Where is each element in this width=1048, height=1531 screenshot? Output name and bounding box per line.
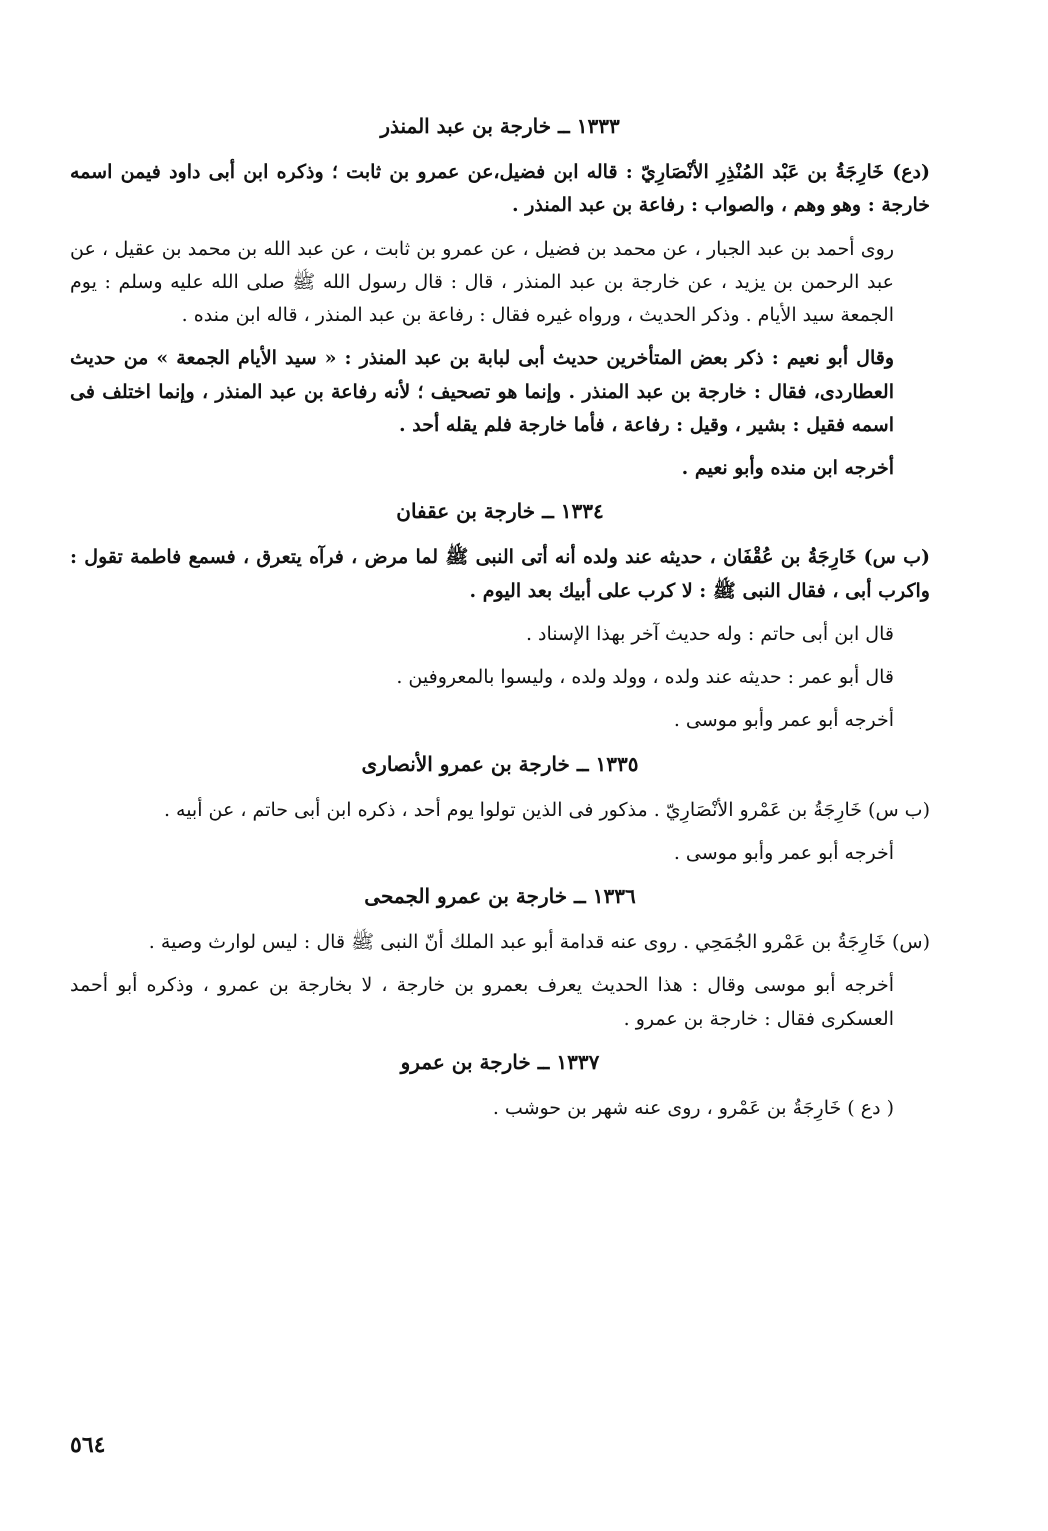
entry-1335	[70, 748, 930, 871]
entry-1334	[70, 495, 930, 737]
entry-1337	[70, 1046, 930, 1125]
entry-heading: ١٣٣٧ ــ خارجة بن عمرو	[400, 1049, 600, 1074]
entry-paragraph: قال ابن أبى حاتم : وله حديث آخر بهذا الإسناد .	[525, 622, 894, 645]
entry-paragraph: قال أبو عمر : حديثه عند ولده ، وولد ولده ، وليسوا بالمعروفين .	[396, 666, 894, 688]
entry-paragraph: أخرجه أبو عمر وأبو موسى .	[673, 841, 894, 864]
entry-paragraph: أخرجه ابن منده وأبو نعيم .	[681, 457, 894, 479]
entry-paragraph: (س) خَارِجَةُ بن عَمْرو الجُمَحِي . روى عنه قدامة أبو عبد الملك أنّ النبى ﷺ قال : ليس لوارث وصية .	[148, 931, 930, 953]
entry-heading: ١٣٣٣ ــ خارجة بن عبد المنذر	[380, 114, 620, 138]
entry-paragraph: (ب س) خَارِجَةُ بن عُقْفَان ، حديثه عند ولده أنه أتى النبى ﷺ لما مرض ، فرآه يتعرق ، فسمع فاطمة تقول : واكرب أبى ، فقال النبى ﷺ : لا كرب على أبيك بعد اليوم .	[70, 546, 930, 602]
entry-heading: ١٣٣٤ ــ خارجة بن عقفان	[396, 499, 604, 524]
entry-paragraph: ( دع ) خَارِجَةُ بن عَمْرو ، روى عنه شهر بن حوشب .	[492, 1096, 894, 1119]
entry-paragraph: روى أحمد بن عبد الجبار ، عن محمد بن فضيل ، عن عمرو بن ثابت ، عن عبد الله بن محمد بن عقيل ، عن عبد الرحمن بن يزيد ، عن خارجة بن عبد المنذر ، قال : قال رسول الله ﷺ صلى الله عليه وسلم : يوم الجمعة سيد الأيام . وذكر الحديث ، ورواه غيره فقال : رفاعة بن عبد المنذر ، قاله ابن منده .	[70, 237, 894, 326]
entry-paragraph: أخرجه أبو عمر وأبو موسى .	[673, 709, 894, 732]
entry-paragraph: (دع) خَارِجَةُ بن عَبْد المُنْذِرِ الأنْصَارِيّ : قاله ابن فضيل،عن عمرو بن ثابت ؛ وذكره ابن أبى داود فيمن اسمه خارجة : وهو وهم ، والصواب : رفاعة بن عبد المنذر .	[70, 161, 930, 217]
entry-paragraph: (ب س) خَارِجَةُ بن عَمْرو الأنْصَارِيّ . مذكور فى الذين تولوا يوم أحد ، ذكره ابن أبى حاتم ، عن أبيه .	[163, 798, 930, 821]
entry-1333	[70, 110, 930, 485]
entry-1336	[70, 880, 930, 1036]
entry-paragraph: أخرجه أبو موسى وقال : هذا الحديث يعرف بعمرو بن خارجة ، لا بخارجة بن عمرو ، وذكره أبو أحمد العسكرى فقال : خارجة بن عمرو .	[70, 974, 894, 1030]
page-number: ٥٦٤	[70, 1432, 106, 1458]
entry-heading: ١٣٣٦ ــ خارجة بن عمرو الجمحى	[364, 884, 636, 908]
entry-paragraph: وقال أبو نعيم : ذكر بعض المتأخرين حديث أبى لبابة بن عبد المنذر : « سيد الأيام الجمعة » من حديث العطاردى، فقال : خارجة بن عبد المنذر . وإنما هو تصحيف ؛ لأنه رفاعة بن عبد المنذر ، وإنما اختلف فى اسمه فقيل : بشير ، وقيل : رفاعة ، فأما خارجة فلم يقله أحد .	[70, 347, 894, 436]
entry-heading: ١٣٣٥ ــ خارجة بن عمرو الأنصارى	[361, 751, 639, 776]
